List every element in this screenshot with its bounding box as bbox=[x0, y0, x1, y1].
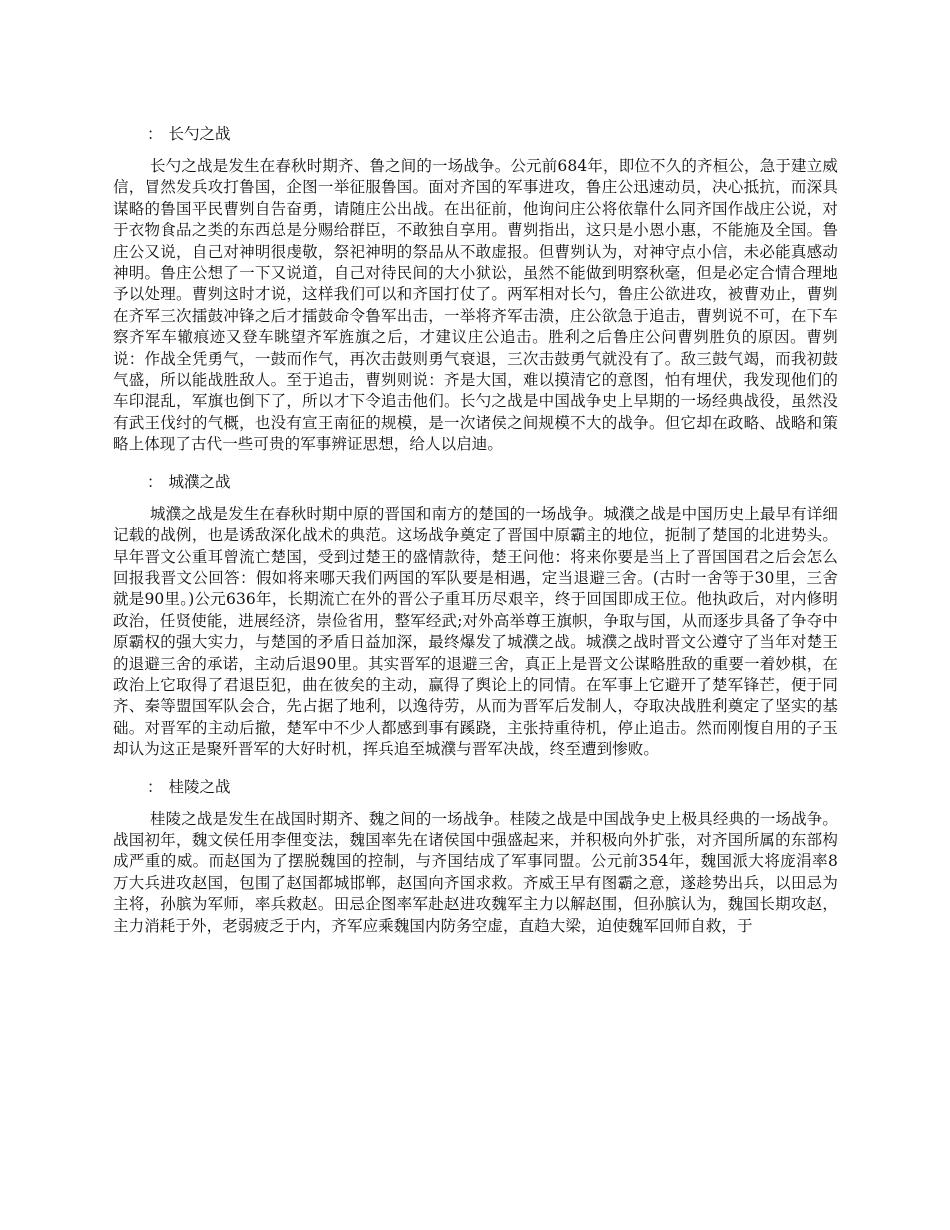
section-heading-guiling bbox=[113, 775, 838, 799]
document-page bbox=[113, 122, 838, 951]
section-heading-chengpu bbox=[113, 470, 838, 494]
section-marker: ： bbox=[147, 777, 163, 796]
section-paragraph-guiling: 桂陵之战是发生在战国时期齐、魏之间的一场战争。桂陵之战是中国战争史上极具经典的一场战争。战国初年，魏文侯任用李俚变法，魏国率先在诸侯国中强盛起来，并积极向外扩张，对齐国所属的东部构成严重的威。而赵国为了摆脱魏国的控制，与齐国结成了军事同盟。公元前354年，魏国派大将庞涓率8万大兵进攻赵国，包围了赵国都城邯郸，赵国向齐国求救。齐威王早有图霸之意，遂趁势出兵，以田忌为主将，孙膑为军师，率兵救赵。田忌企图率军赴赵进攻魏军主力以解赵围，但孙膑认为，魏国长期攻赵，主力消耗于外，老弱疲乏于内，齐军应乘魏国内防务空虚，直趋大梁，迫使魏军回师自救，于 bbox=[113, 809, 838, 935]
section-marker: ： bbox=[147, 472, 163, 491]
section-marker: ： bbox=[147, 125, 163, 143]
section-paragraph-changshao: 长勺之战是发生在春秋时期齐、鲁之间的一场战争。公元前684年，即位不久的齐桓公，急于建立威信，冒然发兵攻打鲁国，企图一举征服鲁国。面对齐国的军事进攻，鲁庄公迅速动员，决心抵抗，而深具谋略的鲁国平民曹刿自告奋勇，请随庄公出战。在出征前，他询问庄公将依靠什么同齐国作战庄公说，对于衣物食品之类的东西总是分赐给群臣，不敢独自享用。曹刿指出，这只是小恩小惠，不能施及全国。鲁庄公又说，自己对神明很虔敬，祭祀神明的祭品从不敢虚报。但曹刿认为，对神守点小信，未必能真感动神明。鲁庄公想了一下又说道，自己对待民间的大小狱讼，虽然不能做到明察秋毫，但是必定合情合理地予以处理。曹刿这时才说，这样我们可以和齐国打仗了。两军相对长勺，鲁庄公欲进攻，被曹劝止，曹刿在齐军三次擂鼓冲锋之后才擂鼓命令鲁军出击，一举将齐军击溃，庄公欲急于追击，曹刿说不可，在下车察齐军车辙痕迹又登车眺望齐军旌旗之后，才建议庄公追击。胜利之后鲁庄公问曹刿胜负的原因。曹刿说：作战全凭勇气，一鼓而作气，再次击鼓则勇气衰退，三次击鼓勇气就没有了。敌三鼓气竭，而我初鼓气盛，所以能战胜敌人。至于追击，曹刿则说：齐是大国，难以摸清它的意图，怕有埋伏，我发现他们的车印混乱，军旗也倒下了，所以才下令追击他们。长勺之战是中国战争史上早期的一场经典战役，虽然没有武王伐纣的气概，也没有宣王南征的规模，是一次诸侯之间规模不大的战争。但它却在政略、战略和策略上体现了古代一些可贵的军事辨证思想，给人以启迪。 bbox=[113, 157, 838, 454]
section-title: 城濮之战 bbox=[168, 472, 231, 491]
section-title: 长勺之战 bbox=[168, 125, 231, 143]
section-paragraph-chengpu: 城濮之战是发生在春秋时期中原的晋国和南方的楚国的一场战争。城濮之战是中国历史上最早有详细记载的战例，也是诱敌深化战术的典范。这场战争奠定了晋国中原霸主的地位，扼制了楚国的北进势头。早年晋文公重耳曾流亡楚国，受到过楚王的盛情款待，楚王问他：将来你要是当上了晋国国君之后会怎么回报我晋文公回答：假如将来哪天我们两国的军队要是相遇，定当退避三舍。(古时一舍等于30里，三舍就是90里。)公元636年，长期流亡在外的晋公子重耳历尽艰辛，终于回国即成王位。他执政后，对内修明政治，任贤使能，进展经济，崇俭省用，整军经武;对外高举尊王旗帜，争取与国，从而逐步具备了争夺中原霸权的强大实力，与楚国的矛盾日益加深，最终爆发了城濮之战。城濮之战时晋文公遵守了当年对楚王的退避三舍的承诺，主动后退90里。其实晋军的退避三舍，真正上是晋文公谋略胜敌的重要一着妙棋，在政治上它取得了君退臣犯，曲在彼矣的主动，赢得了舆论上的同情。在军事上它避开了楚军锋芒，便于同齐、秦等盟国军队会合，先占据了地利，以逸待劳，从而为晋军后发制人，夺取决战胜利奠定了坚实的基础。对晋军的主动后撤，楚军中不少人都感到事有蹊跷，主张持重待机，停止追击。然而刚愎自用的子玉却认为这正是聚歼晋军的大好时机，挥兵追至城濮与晋军决战，终至遭到惨败。 bbox=[113, 504, 838, 759]
section-title: 桂陵之战 bbox=[168, 777, 231, 796]
section-heading-changshao bbox=[113, 122, 838, 146]
